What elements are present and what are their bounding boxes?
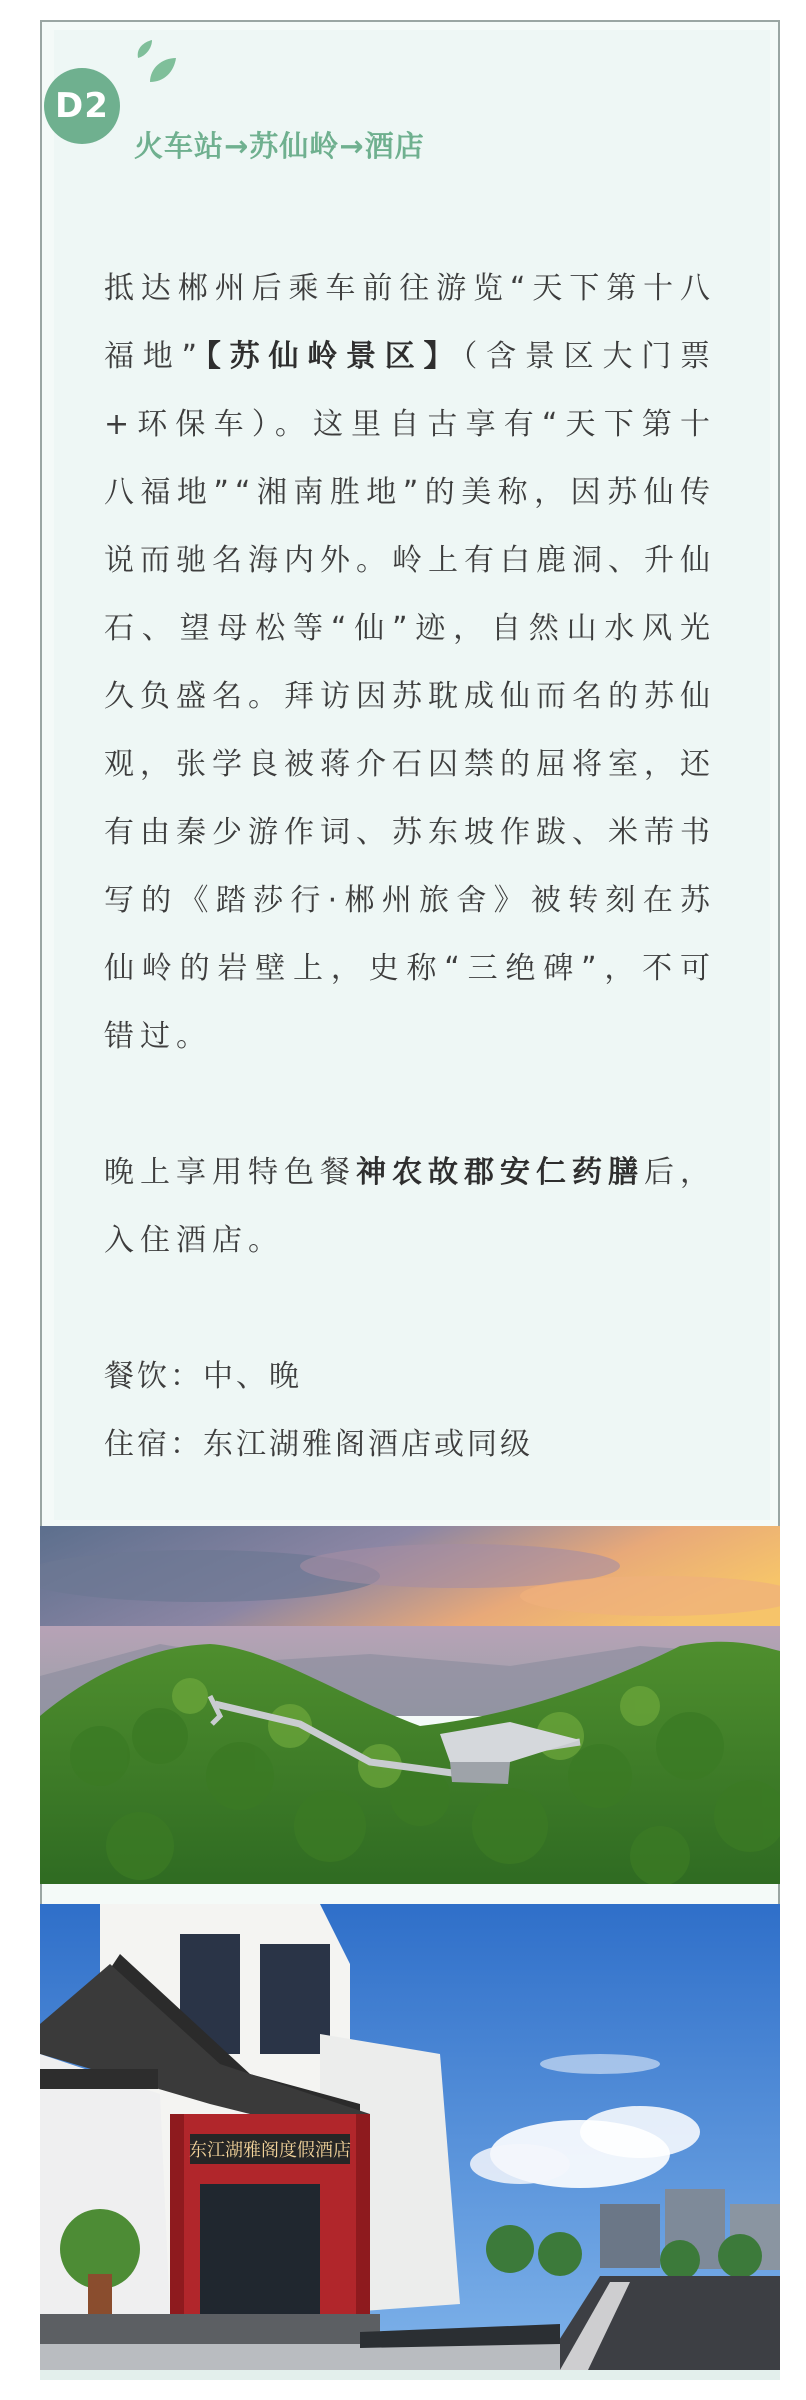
day-badge: D2: [44, 68, 120, 144]
itinerary-text: [104, 255, 716, 1479]
meals-info: 餐饮：中、晚: [104, 1359, 302, 1394]
description-paragraph: [104, 255, 716, 1071]
para2-text: 晚上享用特色餐: [104, 1155, 356, 1190]
route-title: 火车站→苏仙岭→酒店: [134, 129, 425, 163]
para1-text-cont: （含景区大门票+环保车）。这里自古享有“天下第十八福地”“湘南胜地”的美称，因苏仙传说而驰名海内外。岭上有白鹿洞、升仙石、望母松等“仙”迹，自然山水风光久负盛名。拜访因苏耽成仙而名的苏仙观，张学良被蒋介石囚禁的屈将室，还有由秦少游作词、苏东坡作跋、米芾书写的《踏莎行·郴州旅舍》被转刻在苏仙岭的岩壁上，史称“三绝碑”，不可错过。: [104, 339, 717, 1054]
leaf-icon: [128, 36, 178, 96]
scenic-spot-highlight: 【苏仙岭景区】: [203, 339, 463, 374]
dinner-paragraph: [104, 1139, 716, 1275]
dinner-highlight: 神农故郡安仁药膳: [356, 1155, 644, 1190]
mountain-aerial-photo: [40, 1526, 780, 1884]
bottom-border: [40, 2370, 780, 2380]
para1-text: 抵达郴州后乘车前往游览“天下第十八福地”: [104, 271, 716, 374]
hotel-sign: 东江湖雅阁度假酒店: [189, 2140, 351, 2161]
hotel-photo: [40, 1904, 780, 2370]
lodging-info: 住宿：东江湖雅阁酒店或同级: [104, 1427, 533, 1462]
para2-text-cont: 后，入住酒店。: [104, 1155, 716, 1258]
